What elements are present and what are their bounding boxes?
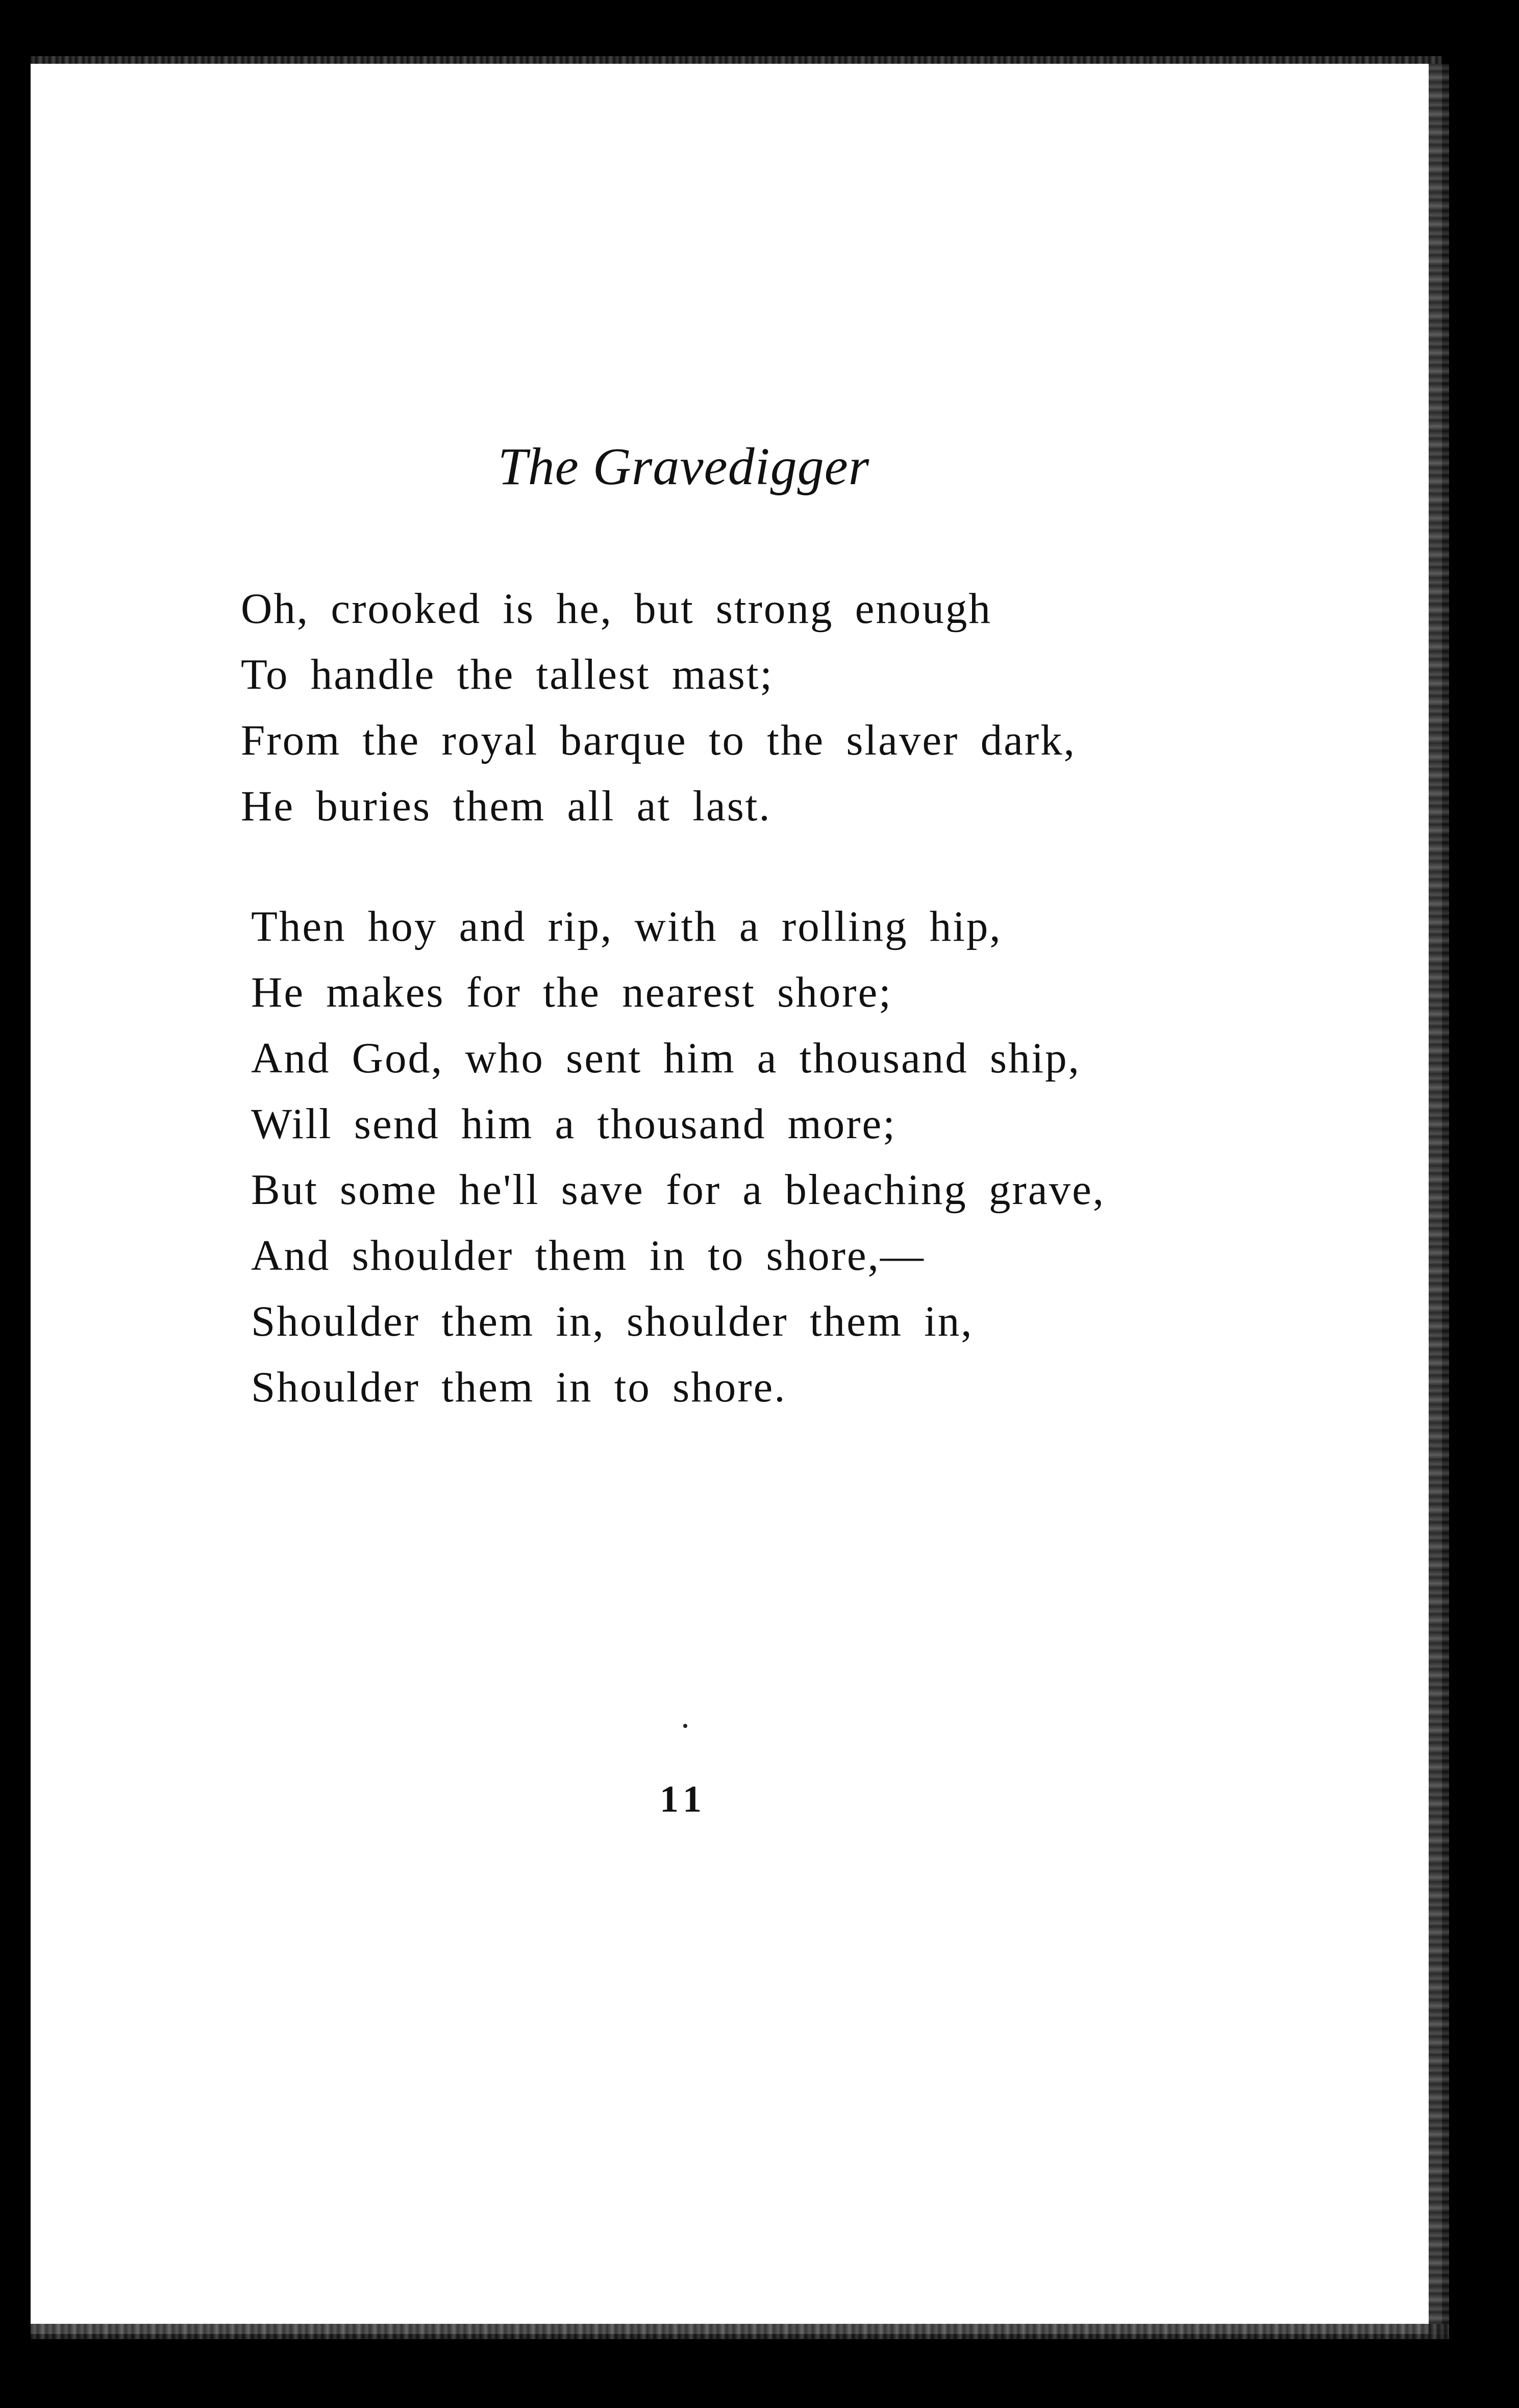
poem-line: Oh, crooked is he, but strong enough [241, 585, 992, 633]
poem-line: Shoulder them in to shore. [251, 1363, 787, 1411]
page-edge-bottom [31, 2324, 1449, 2339]
stanza-1 [241, 576, 1076, 839]
page-number: 11 [660, 1778, 708, 1820]
poem-line: Shoulder them in, shoulder them in, [251, 1297, 974, 1345]
poem-line: And God, who sent him a thousand ship, [251, 1034, 1081, 1082]
poem-title: The Gravedigger [497, 437, 870, 496]
poem-line: And shoulder them in to shore,— [251, 1232, 925, 1280]
poem-line: But some he'll save for a bleaching grave, [251, 1166, 1106, 1214]
poem-line: To handle the tallest mast; [241, 650, 774, 698]
poem-line: From the royal barque to the slaver dark, [241, 716, 1076, 764]
poem-line: He buries them all at last. [241, 782, 771, 830]
page-edge-right [1429, 64, 1449, 2334]
separator-dot [683, 1724, 687, 1728]
poem-line: He makes for the nearest shore; [251, 968, 892, 1016]
poem-line: Will send him a thousand more; [251, 1100, 897, 1148]
poem-line: Then hoy and rip, with a rolling hip, [251, 902, 1002, 950]
stanza-2 [251, 894, 1105, 1420]
book-page [31, 64, 1442, 2334]
